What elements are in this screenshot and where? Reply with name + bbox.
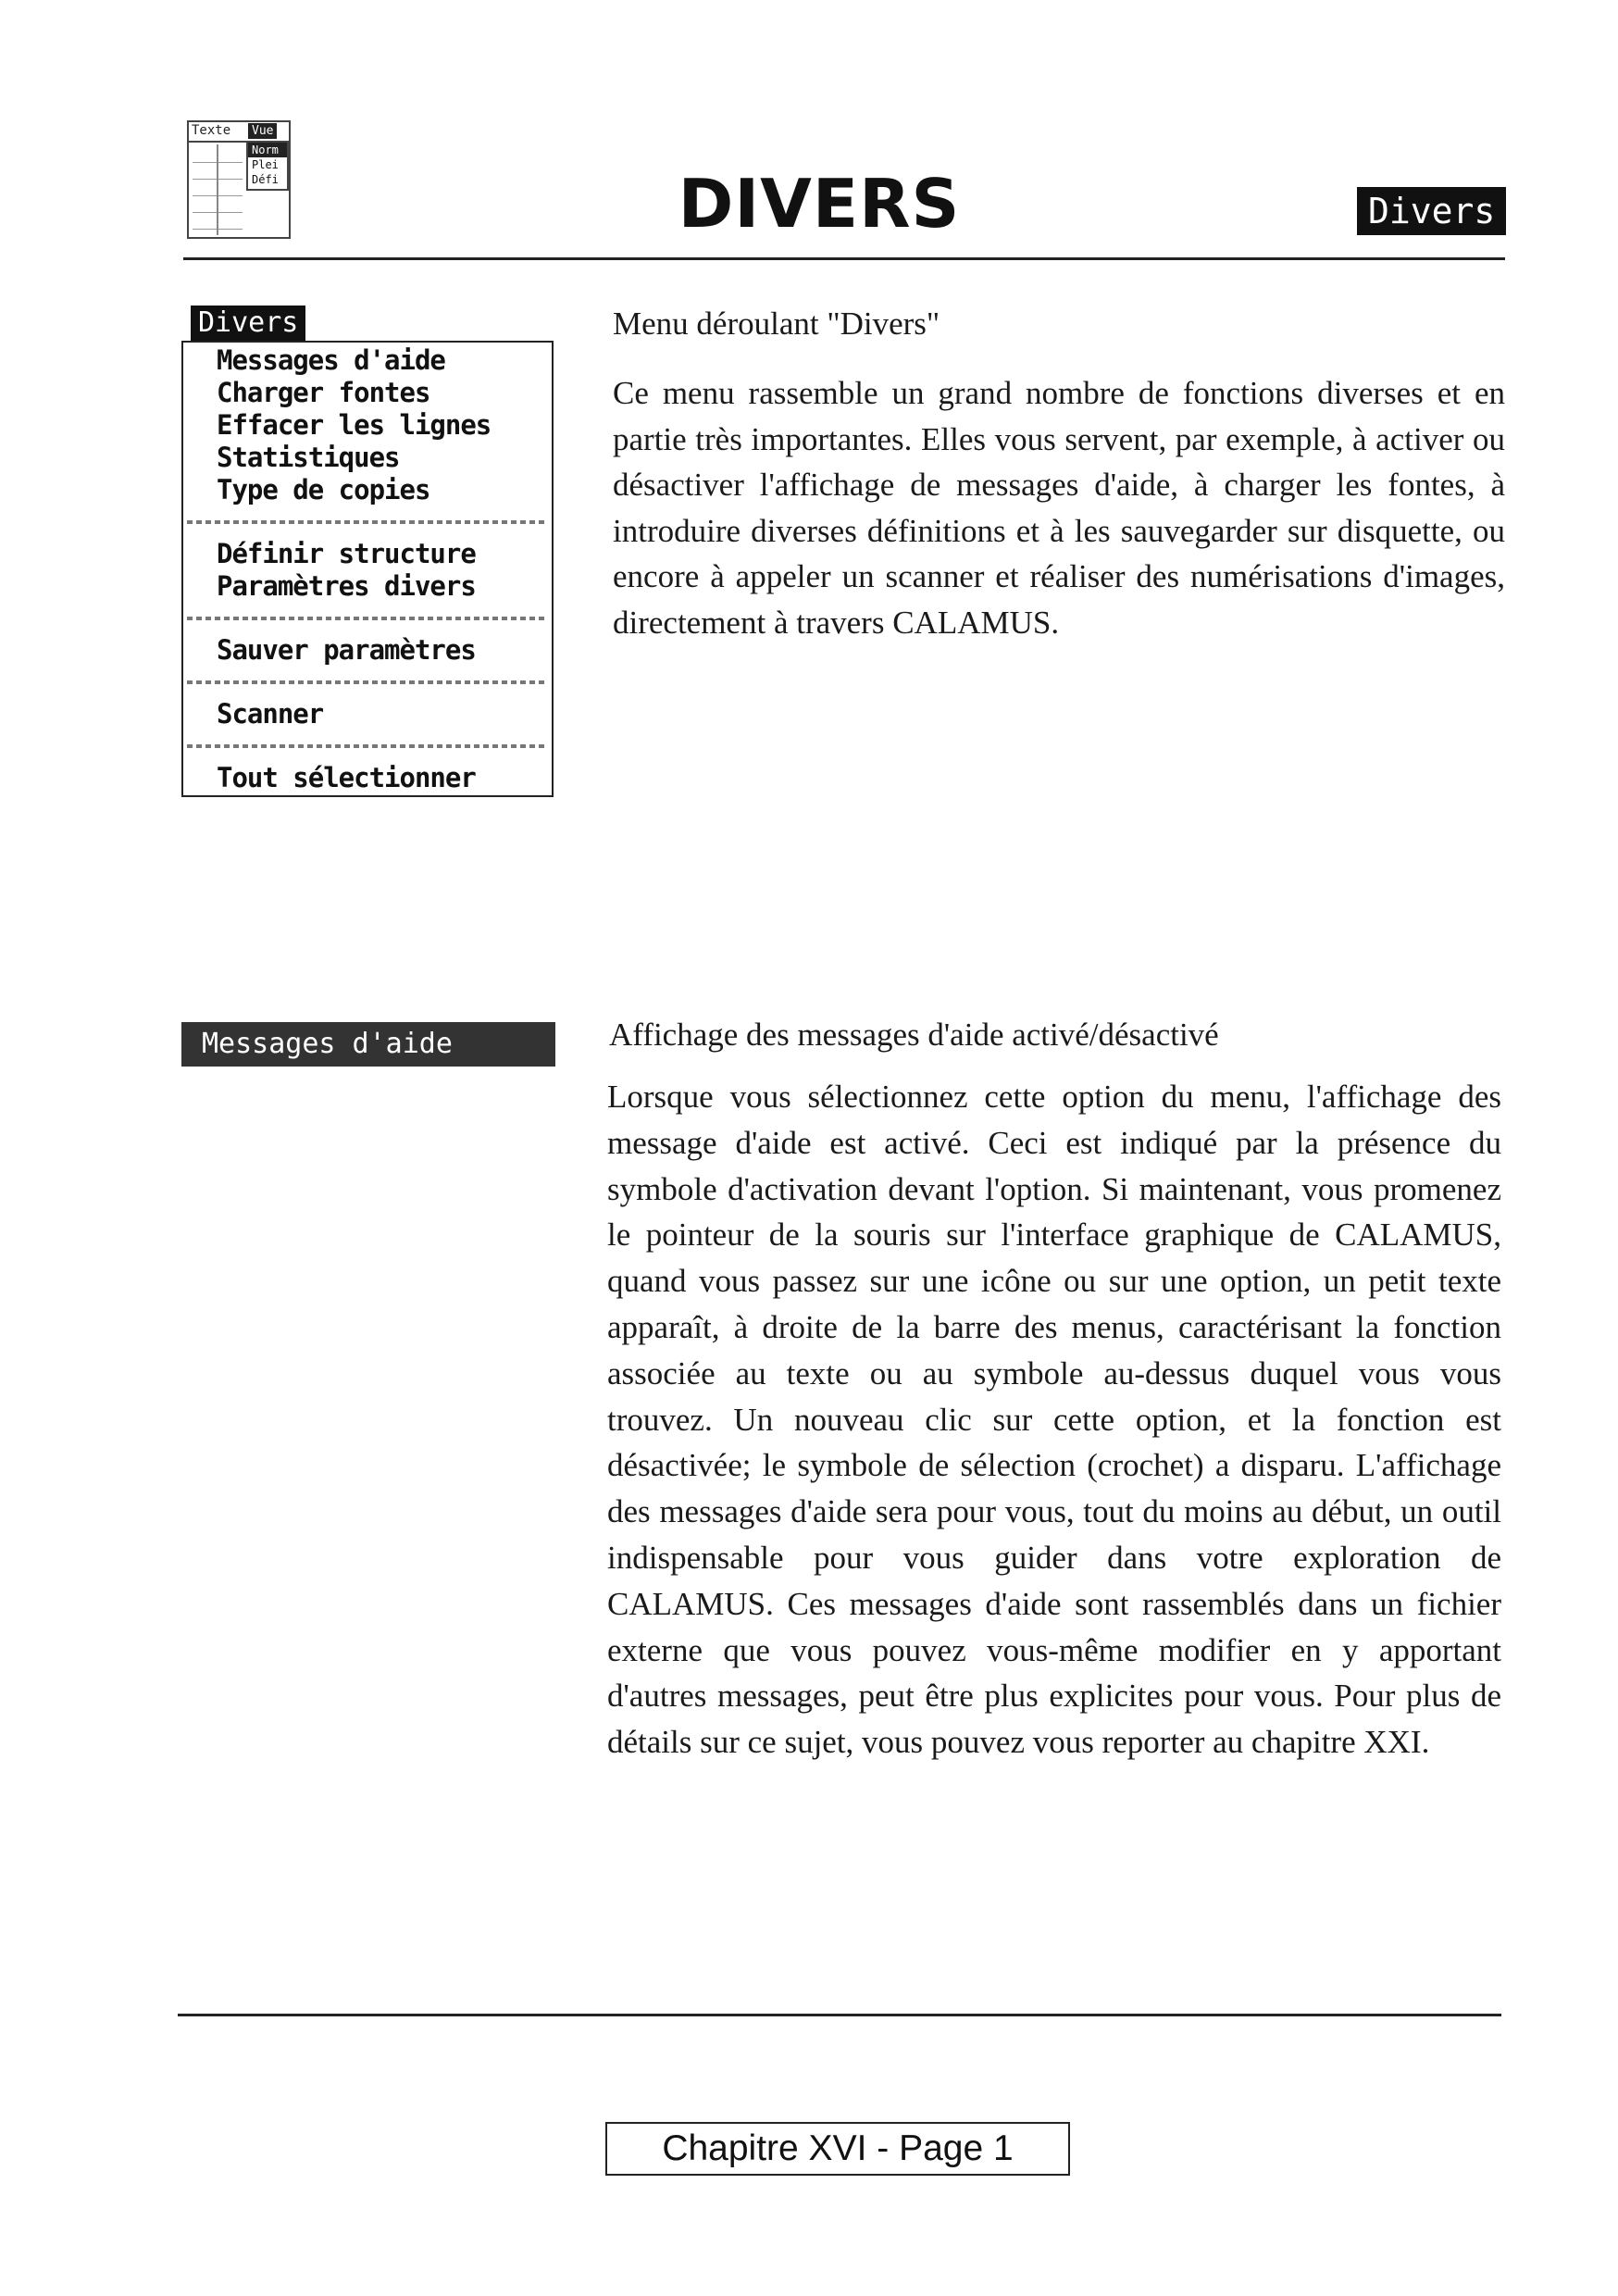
menu-thumbnail-icon [187, 120, 291, 239]
thumbnail-menu-bar [189, 122, 289, 143]
section-paragraph-menu-divers: Ce menu rassemble un grand nombre de fonctions diverses et en partie très importantes. Elles vous servent, par exemple, à activer ou désactiver l'affichage de messages d'aide, à charger les fontes, à introduire diverses définitions et à les sauvegarder sur disquette, ou encore à appeler un scanner et réaliser des numérisations d'images, directement à travers CALAMUS. [613, 375, 1505, 641]
menu-item-effacer-lignes[interactable]: Effacer les lignes [217, 409, 492, 441]
section-heading-menu-divers: Menu déroulant "Divers" [613, 306, 940, 342]
option-label-messages-aide: Messages d'aide [181, 1022, 555, 1067]
menu-separator [183, 730, 552, 762]
menu-item-statistiques[interactable]: Statistiques [217, 442, 400, 473]
thumbnail-divider [217, 144, 218, 235]
page-title: DIVERS [678, 165, 961, 243]
thumbnail-item: Norm [248, 143, 287, 157]
menu-separator [183, 506, 552, 538]
menu-item-type-copies[interactable]: Type de copies [217, 474, 430, 505]
menu-separator [183, 603, 552, 634]
section-heading-messages-aide: Affichage des messages d'aide activé/désactivé [609, 1017, 1219, 1053]
menu-item-scanner[interactable]: Scanner [217, 698, 324, 730]
thumbnail-dropdown [246, 141, 289, 191]
menu-title-divers[interactable]: Divers [191, 306, 305, 341]
menu-separator [183, 667, 552, 698]
section-paragraph-messages-aide: Lorsque vous sélectionnez cette option du menu, l'affichage des message d'aide est activé. Ceci est indiqué par la présence du symbole d'activation devant l'option. Si maintenant, vous promenez le pointeur de la souris sur l'interface graphique de CALAMUS, quand vous passez sur une icône ou sur une option, un petit texte apparaît, à droite de la barre des menus, caractérisant la fonction associée au texte ou au symbole au-dessus duquel vous vous trouvez. Un nouveau clic sur cette option, et la fonction est désactivée; le symbole de sélection (crochet) a disparu. L'affichage des messages d'aide sera pour vous, tout du moins au début, un outil indispensable pour vous guider dans votre exploration de CALAMUS. Ces messages d'aide sont rassemblés dans un fichier externe que vous pouvez vous-même modifier en y apportant d'autres messages, peut être plus explicites pour vous. Pour plus de détails sur ce sujet, vous pouvez vous reporter au chapitre XXI. [607, 1079, 1501, 1761]
menu-item-tout-selectionner[interactable]: Tout sélectionner [217, 762, 476, 793]
menu-item-parametres-divers[interactable]: Paramètres divers [217, 570, 476, 602]
menu-item-definir-structure[interactable]: Définir structure [217, 538, 476, 569]
section-badge: Divers [1357, 187, 1506, 235]
menu-item-charger-fontes[interactable]: Charger fontes [217, 377, 430, 408]
page-number-box: Chapitre XVI - Page 1 [605, 2122, 1070, 2176]
thumbnail-item: Plei [252, 158, 279, 171]
menu-item-messages-aide[interactable]: Messages d'aide [217, 344, 445, 376]
header-rule [183, 257, 1505, 260]
dropdown-menu [181, 341, 554, 797]
footer-rule [178, 2014, 1501, 2016]
menu-item-sauver-parametres[interactable]: Sauver paramètres [217, 634, 476, 666]
thumbnail-menu-vue: Vue [248, 123, 277, 139]
thumbnail-menu-texte: Texte [192, 123, 231, 138]
thumbnail-item: Défi [252, 173, 279, 186]
